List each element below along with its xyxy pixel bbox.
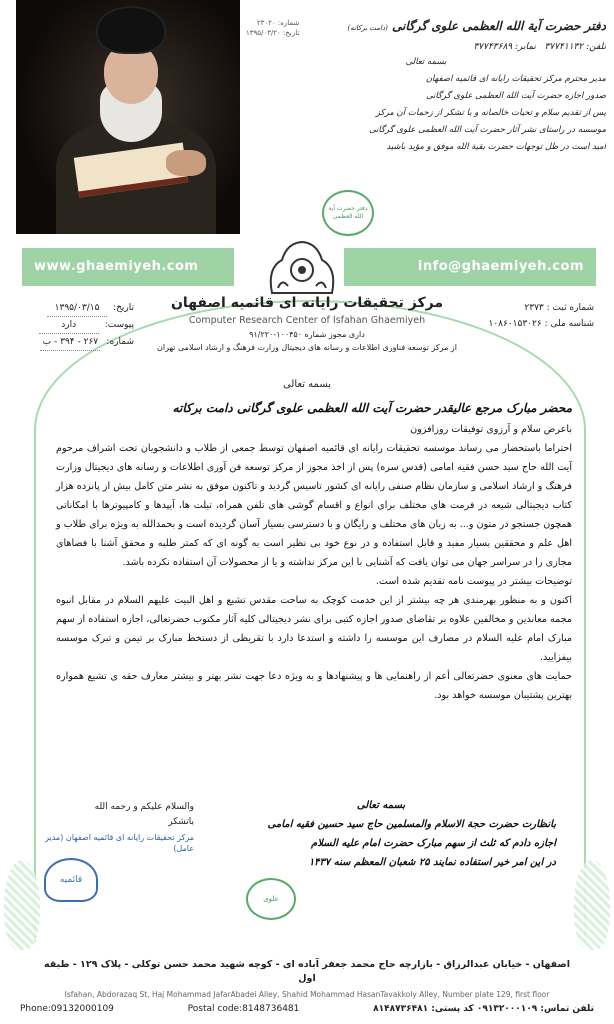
handwritten-endorsement xyxy=(206,796,556,872)
endorsement-heading: بسمه تعالی xyxy=(356,800,406,811)
date-value: ۱۳۹۵/۰۳/۱۵ xyxy=(47,300,107,317)
handwritten-letter xyxy=(246,18,606,238)
closing-line: والسلام علیکم و رحمه الله xyxy=(94,802,194,812)
org-name-fa: مرکز تحقیقات رایانه ای قائمیه اصفهان xyxy=(170,295,443,311)
footer xyxy=(0,958,614,1016)
handwritten-line: بسمه تعالی xyxy=(405,57,447,67)
portrait-photo xyxy=(16,0,240,234)
postal-en: Postal code:8148736481 xyxy=(187,1004,300,1014)
salutation: محضر مبارک مرجع عالیقدر حضرت آیت الله العظمی علوی گرگانی دامت برکاته xyxy=(172,401,572,415)
org-name-en: Computer Research Center of Isfahan Ghaemiyeh xyxy=(188,315,426,326)
address-fa: اصفهان - خیابان عبدالرزاق - بازارچه حاج محمد جعفر آباده ای - کوچه شهید محمد حسن توکلی - پلاک ۱۲۹ - طبقه اول xyxy=(44,959,570,984)
ornament-right-icon xyxy=(574,860,610,950)
handwritten-line: صدور اجازه حضرت آیت الله العظمی علوی گرگانی xyxy=(425,91,606,101)
greeting: باعرض سلام و آرزوی توفیقات روزافزون xyxy=(410,424,572,435)
website-band xyxy=(22,248,234,286)
ghaemiyeh-logo-icon xyxy=(262,238,342,298)
letterhead-title xyxy=(150,294,464,353)
ornament-left-icon xyxy=(4,860,40,950)
ministry-line: از مرکز توسعه فناوری اطلاعات و رسانه های دیجیتال وزارت فرهنگ و ارشاد اسلامی تهران xyxy=(156,343,458,352)
endorsement-line: بانظارت حضرت حجة الاسلام والمسلمین حاج سید حسین فقیه امامی xyxy=(267,819,556,830)
paragraph: احتراما باستحضار می رساند موسسه تحقیقات رایانه ای قائمیه اصفهان توسط جمعی از طلاب و دانشجویان تحت اشراف مرحوم آیت الله حاج سید حسن فقیه امامی (قدس سره) پس از اخذ مجوز از مرکز توسعه فن آوری اطلاعات و رسانه های دیجیتال وزارت فرهنگ و ارشاد اسلامی و سازمان نظام صنفی رایانه ای کشور تاسیس گردید و تاکنون موفق به نشر متن کامل بیش از پانزده هزار کتاب دیجیتالی شیعه در فرمت های مختلف برای انواع و اقسام گوشی های تلفن همراه، تبلت ها، آیپدها و کامپیوترها با امکاناتی همچون جستجو در متون و... به زبان های مختلف و رایگان و با دسترسی بسیار آسان گردیده است و بحمدالله به ویژه برای طلاب و اهل علم و محققین بسیار مفید و قابل استفاده و در نوع خود بی نظیر است به گونه ای که کمتر طلبه و محقق آشنا با فضاهای مجازی را در سراسر جهان می توان یافت که آشنایی با این مرکز نداشته و یا از محصولات آن استفاده نکرده باشد. xyxy=(56,443,572,568)
handwritten-line: امید است در ظل توجهات حضرت بقیة الله موفق و مؤید باشید xyxy=(386,142,606,152)
attachment-value: دارد xyxy=(39,317,99,334)
number-value: ۲۶۷ - ۳۹۴ - ب xyxy=(40,334,100,351)
endorsement-line: اجازه دادم که ثلث از سهم مبارک حضرت امام علیه السلام xyxy=(311,838,556,849)
paragraph: اکنون و به منظور بهرمندی هر چه بیشتر از این خدمت کوچک به ساحت مقدس تشیع و اهل البیت علیهم السلام در مقابل انبوه مجمه معاندین و مخالفین علاوه بر تقاضای صدور اجازه کتبی برای نشر دیجیتالی کلیه آثار مکتوب حضرتعالی، اجازه استفاده از سهم مبارک امام علیه السلام در مصارف این موسسه را داشته و استدعا دارد با تقریظی از دستخط مبارک بر تیمن و تبرک موسسه بیفزایید. xyxy=(56,595,572,663)
office-phone: تلفن: ۳۷۷۴۱۱۳۲ نمابر: ۳۷۷۴۳۶۸۹ xyxy=(473,42,606,52)
website-link[interactable]: www.ghaemiyeh.com xyxy=(34,259,199,274)
office-title: دفتر حضرت آیة الله العظمی علوی گرگانی (دامت برکاته) xyxy=(347,19,606,33)
letter-body xyxy=(56,398,572,705)
email-link[interactable]: info@ghaemiyeh.com xyxy=(417,259,584,274)
address-en: Isfahan, Abdorazaq St, Haj Mohammad JafarAbadei Alley, Shahid Mohammad HasanTavakkoly Alley, Number plate 129, first floor xyxy=(64,990,550,999)
email-band xyxy=(344,248,596,286)
registration-info: شماره ثبت : ۲۳۷۳ شناسه ملی : ۱۰۸۶۰۱۵۳۰۲۶ xyxy=(488,303,594,329)
blue-seal-stamp: قائمیه xyxy=(44,858,98,902)
handwritten-line: پس از تقدیم سلام و تحیات خالصانه و با تشکر از زحمات آن مرکز xyxy=(375,108,606,118)
basmala: بسمه تعالی xyxy=(282,379,332,390)
green-seal-stamp: دفتر حضرت آیة الله العظمی xyxy=(322,190,374,236)
signer-line: مرکز تحقیقات رایانه ای قائمیه اصفهان (مدیر عامل) xyxy=(45,833,194,853)
contact-fa: تلفن تماس: ۰۹۱۳۲۰۰۰۱۰۹ کد پستی: ۸۱۴۸۷۳۶۴۸۱ xyxy=(373,1004,594,1014)
thanks-line: باتشکر xyxy=(168,817,194,827)
endorsement-seal: علوی xyxy=(246,878,296,920)
handwritten-line: موسسه در راستای نشر آثار حضرت آیت الله العظمی علوی گرگانی xyxy=(368,125,606,135)
paragraph: توضیحات بیشتر در پیوست نامه تقدیم شده است. xyxy=(375,576,572,587)
handwritten-line: مدیر محترم مرکز تحقیقات رایانه ای قائمیه اصفهان xyxy=(425,74,606,84)
phone-en: Phone:09132000109 xyxy=(20,1004,114,1014)
letter-reference: تاریخ: ۱۳۹۵/۰۳/۱۵ پیوست: دارد شماره: ۲۶۷ - ۳۹۴ - ب xyxy=(16,300,134,351)
paragraph: حمایت های معنوی حضرتعالی أعم از راهنمایی ها و پیشنهادها و به ویژه دعا جهت نشر بهتر و بیشتر معارف حقه ی تشیع همواره بهترین پشتیبان موسسه خواهد بود. xyxy=(56,671,572,701)
letter-meta: شماره: ۲۳۰۲۰ تاریخ: ۱۳۹۵/۰۳/۲۰ xyxy=(246,19,300,37)
license-number: داری مجوز شماره ۱۰۰۴۵۰-۹۱/۲۲۰ xyxy=(249,330,365,339)
endorsement-line: در این امر خیر استفاده نمایند ۲۵ شعبان المعظم سنه ۱۴۳۷ xyxy=(308,857,556,868)
closing-block xyxy=(44,800,194,854)
